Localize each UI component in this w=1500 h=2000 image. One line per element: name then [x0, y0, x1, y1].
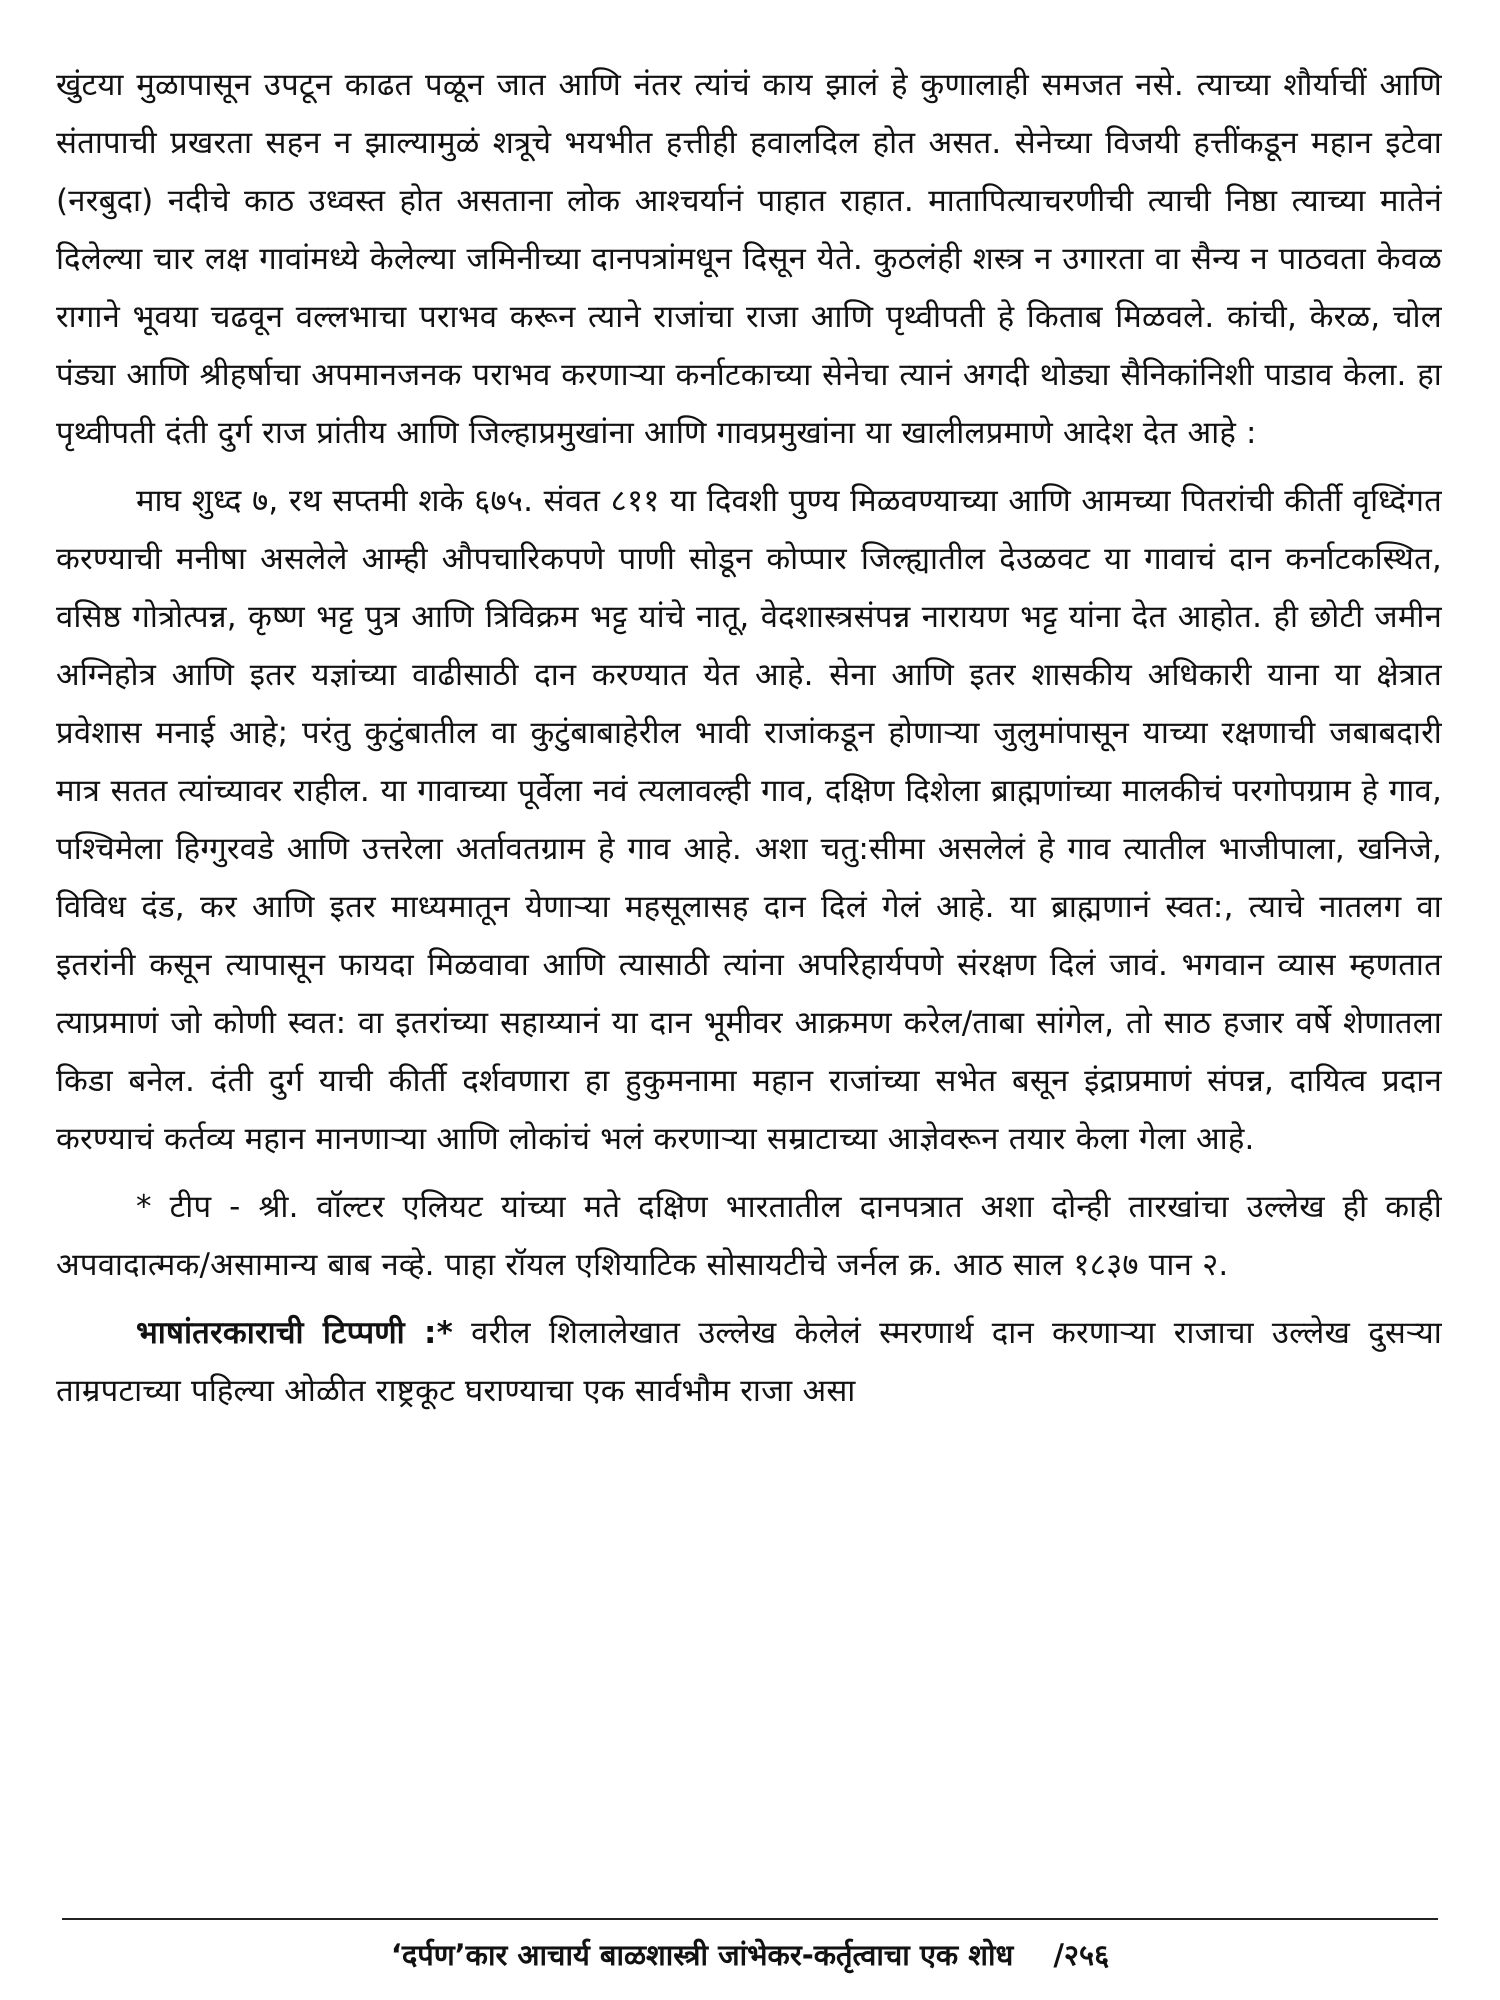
paragraph-opening: खुंटया मुळापासून उपटून काढत पळून जात आणि नंतर त्यांचं काय झालं हे कुणालाही समजत नसे. त्याच्या शौर्याचीं आणि संतापाची प्रखरता सहन न झाल्यामुळं शत्रूचे भयभीत हत्तीही हवालदिल होत असत. सेनेच्या विजयी हत्तींकडून महान इटेवा (नरबुदा) नदीचे काठ उध्वस्त होत असताना लोक आश्चर्यानं पाहात राहात. मातापित्याचरणीची त्याची निष्ठा त्याच्या मातेनं दिलेल्या चार लक्ष गावांमध्ये केलेल्या जमिनीच्या दानपत्रांमधून दिसून येते. कुठलंही शस्त्र न उगारता वा सैन्य न पाठवता केवळ रागाने भूवया चढवून वल्लभाचा पराभव करून त्याने राजांचा राजा आणि पृथ्वीपती हे किताब मिळवले. कांची, केरळ, चोल पंड्या आणि श्रीहर्षाचा अपमानजनक पराभव करणाऱ्या कर्नाटकाच्या सेनेचा त्यानं अगदी थोड्या सैनिकांनिशी पाडाव केला. हा पृथ्वीपती दंती दुर्ग राज प्रांतीय आणि जिल्हाप्रमुखांना आणि गावप्रमुखांना या खालीलप्रमाणे आदेश देत आहे :: [56, 67, 1442, 451]
paragraph-grant-details: माघ शुध्द ७, रथ सप्तमी शके ६७५. संवत ८११ या दिवशी पुण्य मिळवण्याच्या आणि आमच्या पितरांची कीर्ती वृध्दिंगत करण्याची मनीषा असलेले आम्ही औपचारिकपणे पाणी सोडून कोप्पार जिल्ह्यातील देउळवट या गावाचं दान कर्नाटकस्थित, वसिष्ठ गोत्रोत्पन्न, कृष्ण भट्ट पुत्र आणि त्रिविक्रम भट्ट यांचे नातू, वेदशास्त्रसंपन्न नारायण भट्ट यांना देत आहोत. ही छोटी जमीन अग्निहोत्र आणि इतर यज्ञांच्या वाढीसाठी दान करण्यात येत आहे. सेना आणि इतर शासकीय अधिकारी याना या क्षेत्रात प्रवेशास मनाई आहे; परंतु कुटुंबातील वा कुटुंबाबाहेरील भावी राजांकडून होणाऱ्या जुलुमांपासून याच्या रक्षणाची जबाबदारी मात्र सतत त्यांच्यावर राहील. या गावाच्या पूर्वेला नवं त्यलावल्ही गाव, दक्षिण दिशेला ब्राह्मणांच्या मालकीचं परगोपग्राम हे गाव, पश्चिमेला हिग्गुरवडे आणि उत्तरेला अर्तावतग्राम हे गाव आहे. अशा चतु:सीमा असलेलं हे गाव त्यातील भाजीपाला, खनिजे, विविध दंड, कर आणि इतर माध्यमातून येणाऱ्या महसूलासह दान दिलं गेलं आहे. या ब्राह्मणानं स्वत:, त्याचे नातलग वा इतरांनी कसून त्यापासून फायदा मिळवावा आणि त्यासाठी त्यांना अपरिहार्यपणे संरक्षण दिलं जावं. भगवान व्यास म्हणतात त्याप्रमाणं जो कोणी स्वत: वा इतरांच्या सहाय्यानं या दान भूमीवर आक्रमण करेल/ताबा सांगेल, तो साठ हजार वर्षे शेणातला किडा बनेल. दंती दुर्ग याची कीर्ती दर्शवणारा हा हुकुमनामा महान राजांच्या सभेत बसून इंद्राप्रमाणं संपन्न, दायित्व प्रदान करण्याचं कर्तव्य महान मानणाऱ्या आणि लोकांचं भलं करणाऱ्या सम्राटाच्या आज्ञेवरून तयार केला गेला आहे.: [56, 483, 1442, 1157]
book-title: ‘दर्पण’कार आचार्य बाळशास्त्री जांभेकर-कर्तृत्वाचा एक शोध: [390, 1938, 1014, 1972]
paragraph-footnote: * टीप - श्री. वॉल्टर एलियट यांच्या मते दक्षिण भारतातील दानपत्रात अशा दोन्ही तारखांचा उल्लेख ही काही अपवादात्मक/असामान्य बाब नव्हे. पाहा रॉयल एशियाटिक सोसायटीचे जर्नल क्र. आठ साल १८३७ पान २.: [56, 1189, 1442, 1283]
translator-note-label: भाषांतरकाराची टिप्पणी :*: [136, 1315, 454, 1351]
page-body: [56, 56, 1442, 1886]
page-number: /२५६: [1053, 1938, 1110, 1972]
page-footer: [0, 1930, 1500, 1980]
paragraph-translator-note: [56, 1304, 1442, 1420]
translator-note-text: वरील शिलालेखात उल्लेख केलेलं स्मरणार्थ दान करणाऱ्या राजाचा उल्लेख दुसऱ्या ताम्रपटाच्या पहिल्या ओळीत राष्ट्रकूट घराण्याचा एक सार्वभौम राजा असा: [56, 1315, 1442, 1409]
document-text: [56, 56, 1442, 1420]
footer-divider: [62, 1918, 1438, 1920]
